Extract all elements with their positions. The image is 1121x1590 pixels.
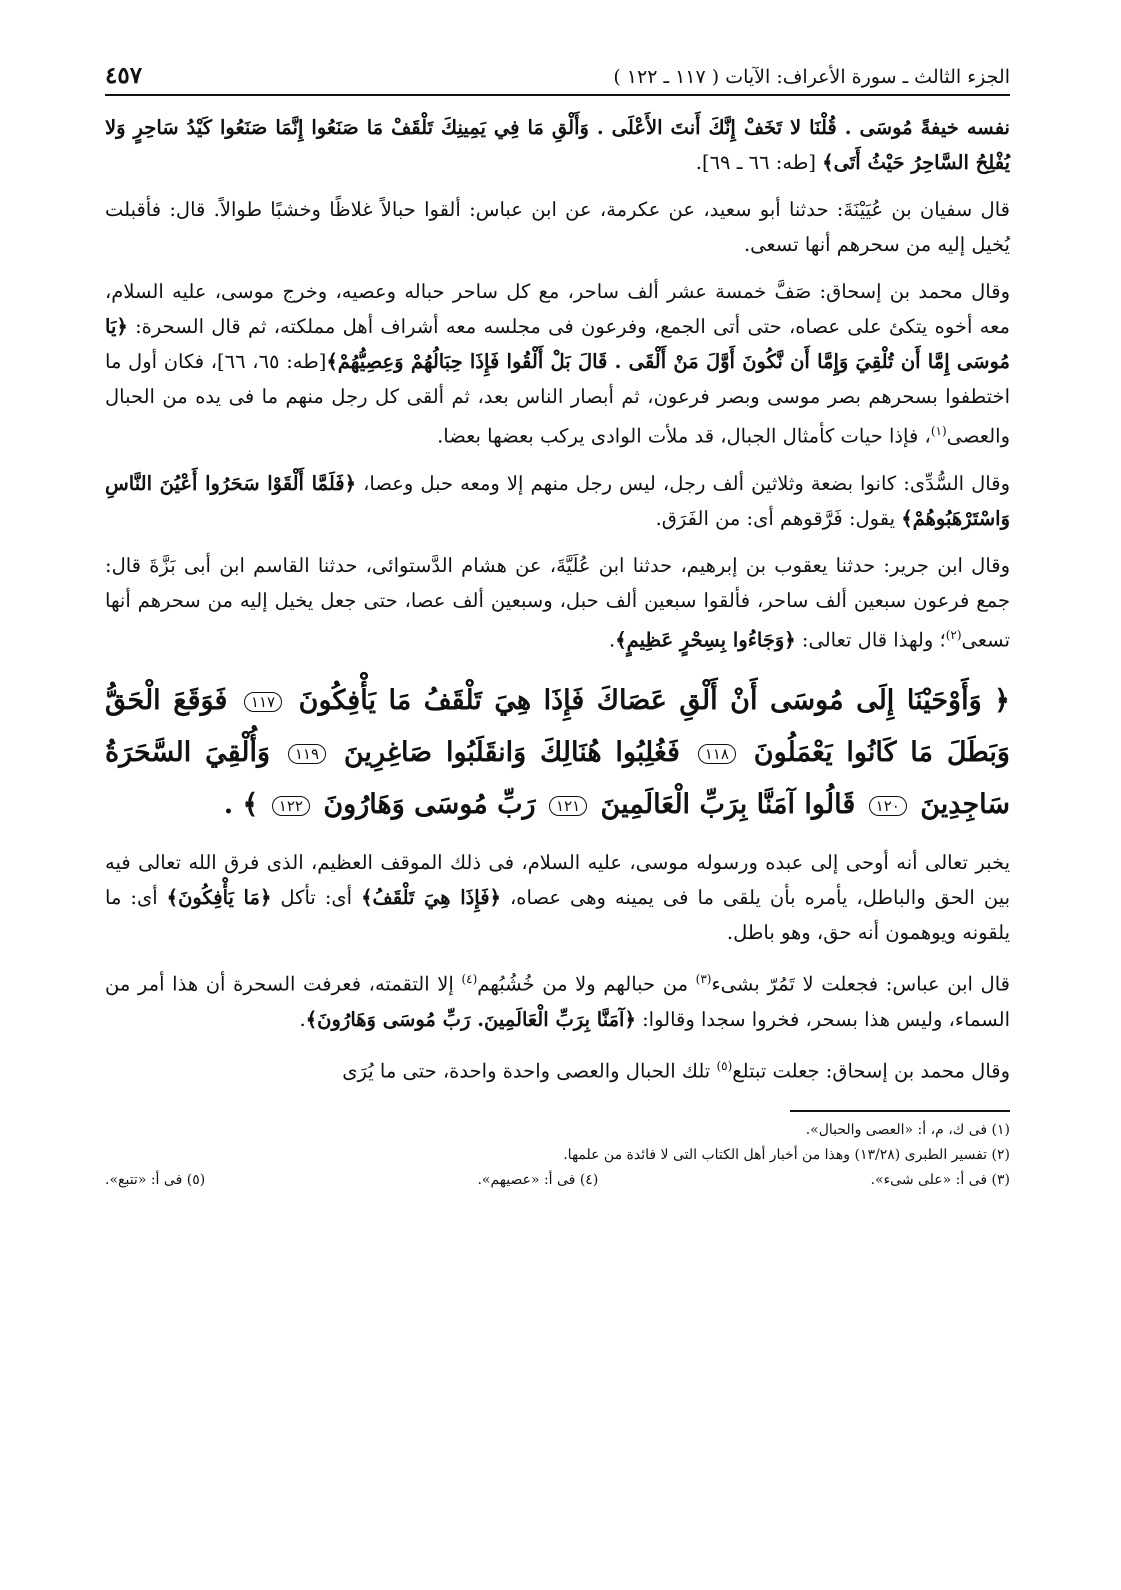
- footnote-ref: (٣): [695, 972, 712, 986]
- quran-quote: ﴿فَإِذَا هِيَ تَلْقَفُ﴾: [361, 886, 501, 909]
- verse-text: قَالُوا آمَنَّا بِرَبِّ الْعَالَمِينَ: [600, 789, 856, 820]
- paragraph: [105, 274, 1010, 454]
- book-page: [105, 60, 1010, 1193]
- paragraph-text: أى: ما يلقونه ويوهمون أنه حق، وهو باطل.: [105, 886, 1010, 944]
- verse-number-marker: ١١٨: [698, 744, 736, 764]
- footnote: (٣) فى أ: «على شىء».: [870, 1172, 1010, 1188]
- footnote-row: [105, 1168, 1010, 1193]
- paragraph-text: وقال ابن جرير: حدثنا يعقوب بن إبرهيم، حدثنا ابن عُلَيَّةَ، عن هشام الدَّستوائى، حدثنا القاسم ابن أبى بَزَّةَ قال: جمع فرعون سبعين ألف ساحر، فألقوا سبعين ألف حبل، وسبعين ألف عصا، حتى جعل يخيل إليه من سحرهم أنها تسعى: [105, 553, 1010, 651]
- quran-quote: نفسه خيفةً مُوسَى . قُلْنَا لا تَخَفْ إِنَّكَ أَنتَ الأَعْلَى . وَأَلْقِ مَا فِي يَمِينِكَ تَلْقَفْ مَا صَنَعُوا إِنَّمَا صَنَعُوا كَيْدُ سَاحِرٍ وَلا يُفْلِحُ السَّاحِرُ حَيْثُ أَتَى﴾: [105, 116, 1010, 174]
- paragraph-text: .: [609, 628, 616, 651]
- paragraph-text: وقال محمد بن إسحاق: جعلت تبتلع: [732, 1059, 1010, 1082]
- page-number: ٤٥٧: [105, 62, 143, 89]
- paragraph-text: يخبر تعالى أنه أوحى إلى عبده ورسوله موسى، عليه السلام، فى ذلك الموقف العظيم، الذى فرق الله تعالى فيه بين الحق والباطل، يأمره بأن يلقى ما فى يمينه وهى عصاه،: [105, 851, 1011, 909]
- verses-block: [105, 675, 1010, 831]
- paragraph-text: .: [299, 1007, 306, 1031]
- paragraph-text: وقال محمد بن إسحاق: صَفَّ خمسة عشر ألف ساحر، مع كل ساحر حباله وعصيه، وخرج موسى، عليه السلام، معه أخوه يتكئ على عصاه، حتى أتى الجمع، وفرعون فى مجلسه معه أشراف أهل مملكته، ثم قال السحرة:: [105, 280, 1010, 338]
- footnote: (١) فى ك، م، أ: «العصى والحبال».: [805, 1122, 1010, 1138]
- verse-number-marker: ١٢١: [549, 796, 587, 816]
- footnote-ref: (٥): [716, 1058, 733, 1073]
- page-body: [105, 110, 1010, 1088]
- paragraph-text: ، فإذا حيات كأمثال الجبال، قد ملأت الوادى يركب بعضها بعضا.: [437, 424, 931, 448]
- verse-number-marker: ١١٧: [244, 692, 282, 712]
- quran-quote: ﴿مَا يَأْفِكُونَ﴾: [166, 886, 272, 909]
- quran-quote: ﴿وَجَاءُوا بِسِحْرٍ عَظِيمٍ﴾: [615, 628, 796, 651]
- quran-quote: ﴿فَلَمَّا أَلْقَوْا سَحَرُوا أَعْيُنَ النَّاسِ وَاسْتَرْهَبُوهُمْ﴾: [105, 471, 1010, 530]
- paragraph: [105, 845, 1010, 950]
- paragraph-text: يقول: فَرَّقوهم أى: من الفَرَق.: [655, 506, 902, 530]
- verse-text: فَوَقَعَ الْحَقُّ وَبَطَلَ مَا كَانُوا يَعْمَلُونَ: [105, 685, 1010, 768]
- footnote-ref: (٤): [461, 972, 478, 986]
- verse-number-marker: ١٢٠: [869, 796, 907, 816]
- footnote-ref: (٢): [945, 627, 962, 642]
- page-header: [105, 60, 1010, 96]
- verse-number-marker: ١٢٢: [272, 796, 310, 816]
- running-title: الجزء الثالث ـ سورة الأعراف: الآيات ( ١١٧ ـ ١٢٢ ): [613, 66, 1010, 88]
- quran-quote: ﴿آمَنَّا بِرَبِّ الْعَالَمِينَ. رَبِّ مُوسَى وَهَارُونَ﴾: [305, 1007, 636, 1031]
- footnotes: [105, 1118, 1010, 1193]
- paragraph: [105, 466, 1010, 536]
- paragraph-text: وقال السُّدِّى: كانوا بضعة وثلاثين ألف رجل، ليس رجل منهم إلا ومعه حبل وعصا،: [356, 471, 1010, 495]
- paragraph-text: [طه: ٦٦ ـ ٦٩].: [695, 151, 823, 174]
- footnote: (٢) تفسير الطبرى (١٣/٢٨) وهذا من أخبار أهل الكتاب التى لا فائدة من علمها.: [563, 1147, 1010, 1163]
- paragraph-text: [طه: ٦٥، ٦٦]، فكان أول ما اختطفوا بسحرهم بصر موسى وبصر فرعون، ثم أبصار الناس بعد، ثم ألقى كل رجل منهم ما فى يده من الحبال والعصى: [105, 350, 1010, 448]
- verse-text: رَبِّ مُوسَى وَهَارُونَ: [323, 789, 536, 820]
- verse-number-marker: ١١٩: [288, 744, 326, 764]
- quran-quote: ﴿يَا مُوسَى إِمَّا أَن تُلْقِيَ وَإِمَّا أَن نَّكُونَ أَوَّلَ مَنْ أَلْقَى . قَالَ بَلْ أَلْقُوا فَإِذَا حِبَالُهُمْ وَعِصِيُّهُمْ﴾: [105, 315, 1010, 373]
- paragraph-text: تلك الحبال والعصى واحدة واحدة، حتى ما يُرَى: [342, 1059, 717, 1082]
- verse-text: ﴿ وَأَوْحَيْنَا إِلَى مُوسَى أَنْ أَلْقِ عَصَاكَ فَإِذَا هِيَ تَلْقَفُ مَا يَأْفِكُونَ: [298, 685, 1010, 716]
- verse-text: فَغُلِبُوا هُنَالِكَ وَانقَلَبُوا صَاغِرِينَ: [343, 737, 680, 768]
- paragraph-text: قال سفيان بن عُيَيْنَةَ: حدثنا أبو سعيد، عن عكرمة، عن ابن عباس: ألقوا حبالاً غلاظًا وخشبًا طوالاً. قال: فأقبلت يُخيل إليه من سحرهم أنها تسعى.: [105, 198, 1010, 256]
- paragraph: [105, 1049, 1010, 1089]
- verse-text: وَأُلْقِيَ السَّحَرَةُ سَاجِدِينَ: [105, 737, 1010, 820]
- footnote: (٥) فى أ: «تتبع».: [105, 1172, 206, 1188]
- paragraph-text: قال ابن عباس: فجعلت لا تَمُرّ بشىء: [711, 972, 1010, 996]
- paragraph-text: أى: تأكل: [271, 886, 362, 909]
- paragraph-text: من حبالهم ولا من خُشُبُهم: [477, 972, 696, 996]
- footnote-divider: [790, 1110, 1010, 1112]
- paragraph-text: ؛ ولهذا قال تعالى:: [795, 628, 946, 651]
- footnote-ref: (١): [930, 424, 947, 438]
- paragraph: [105, 548, 1010, 658]
- paragraph: [105, 962, 1010, 1037]
- paragraph-text: إلا التقمته، فعرفت السحرة أن هذا أمر من السماء، وليس هذا بسحر، فخروا سجدا وقالوا:: [105, 972, 1010, 1031]
- paragraph: [105, 110, 1010, 180]
- paragraph: [105, 192, 1010, 262]
- verse-end: ﴾ .: [223, 789, 259, 820]
- footnote: (٤) فى أ: «عصيهم».: [477, 1172, 599, 1188]
